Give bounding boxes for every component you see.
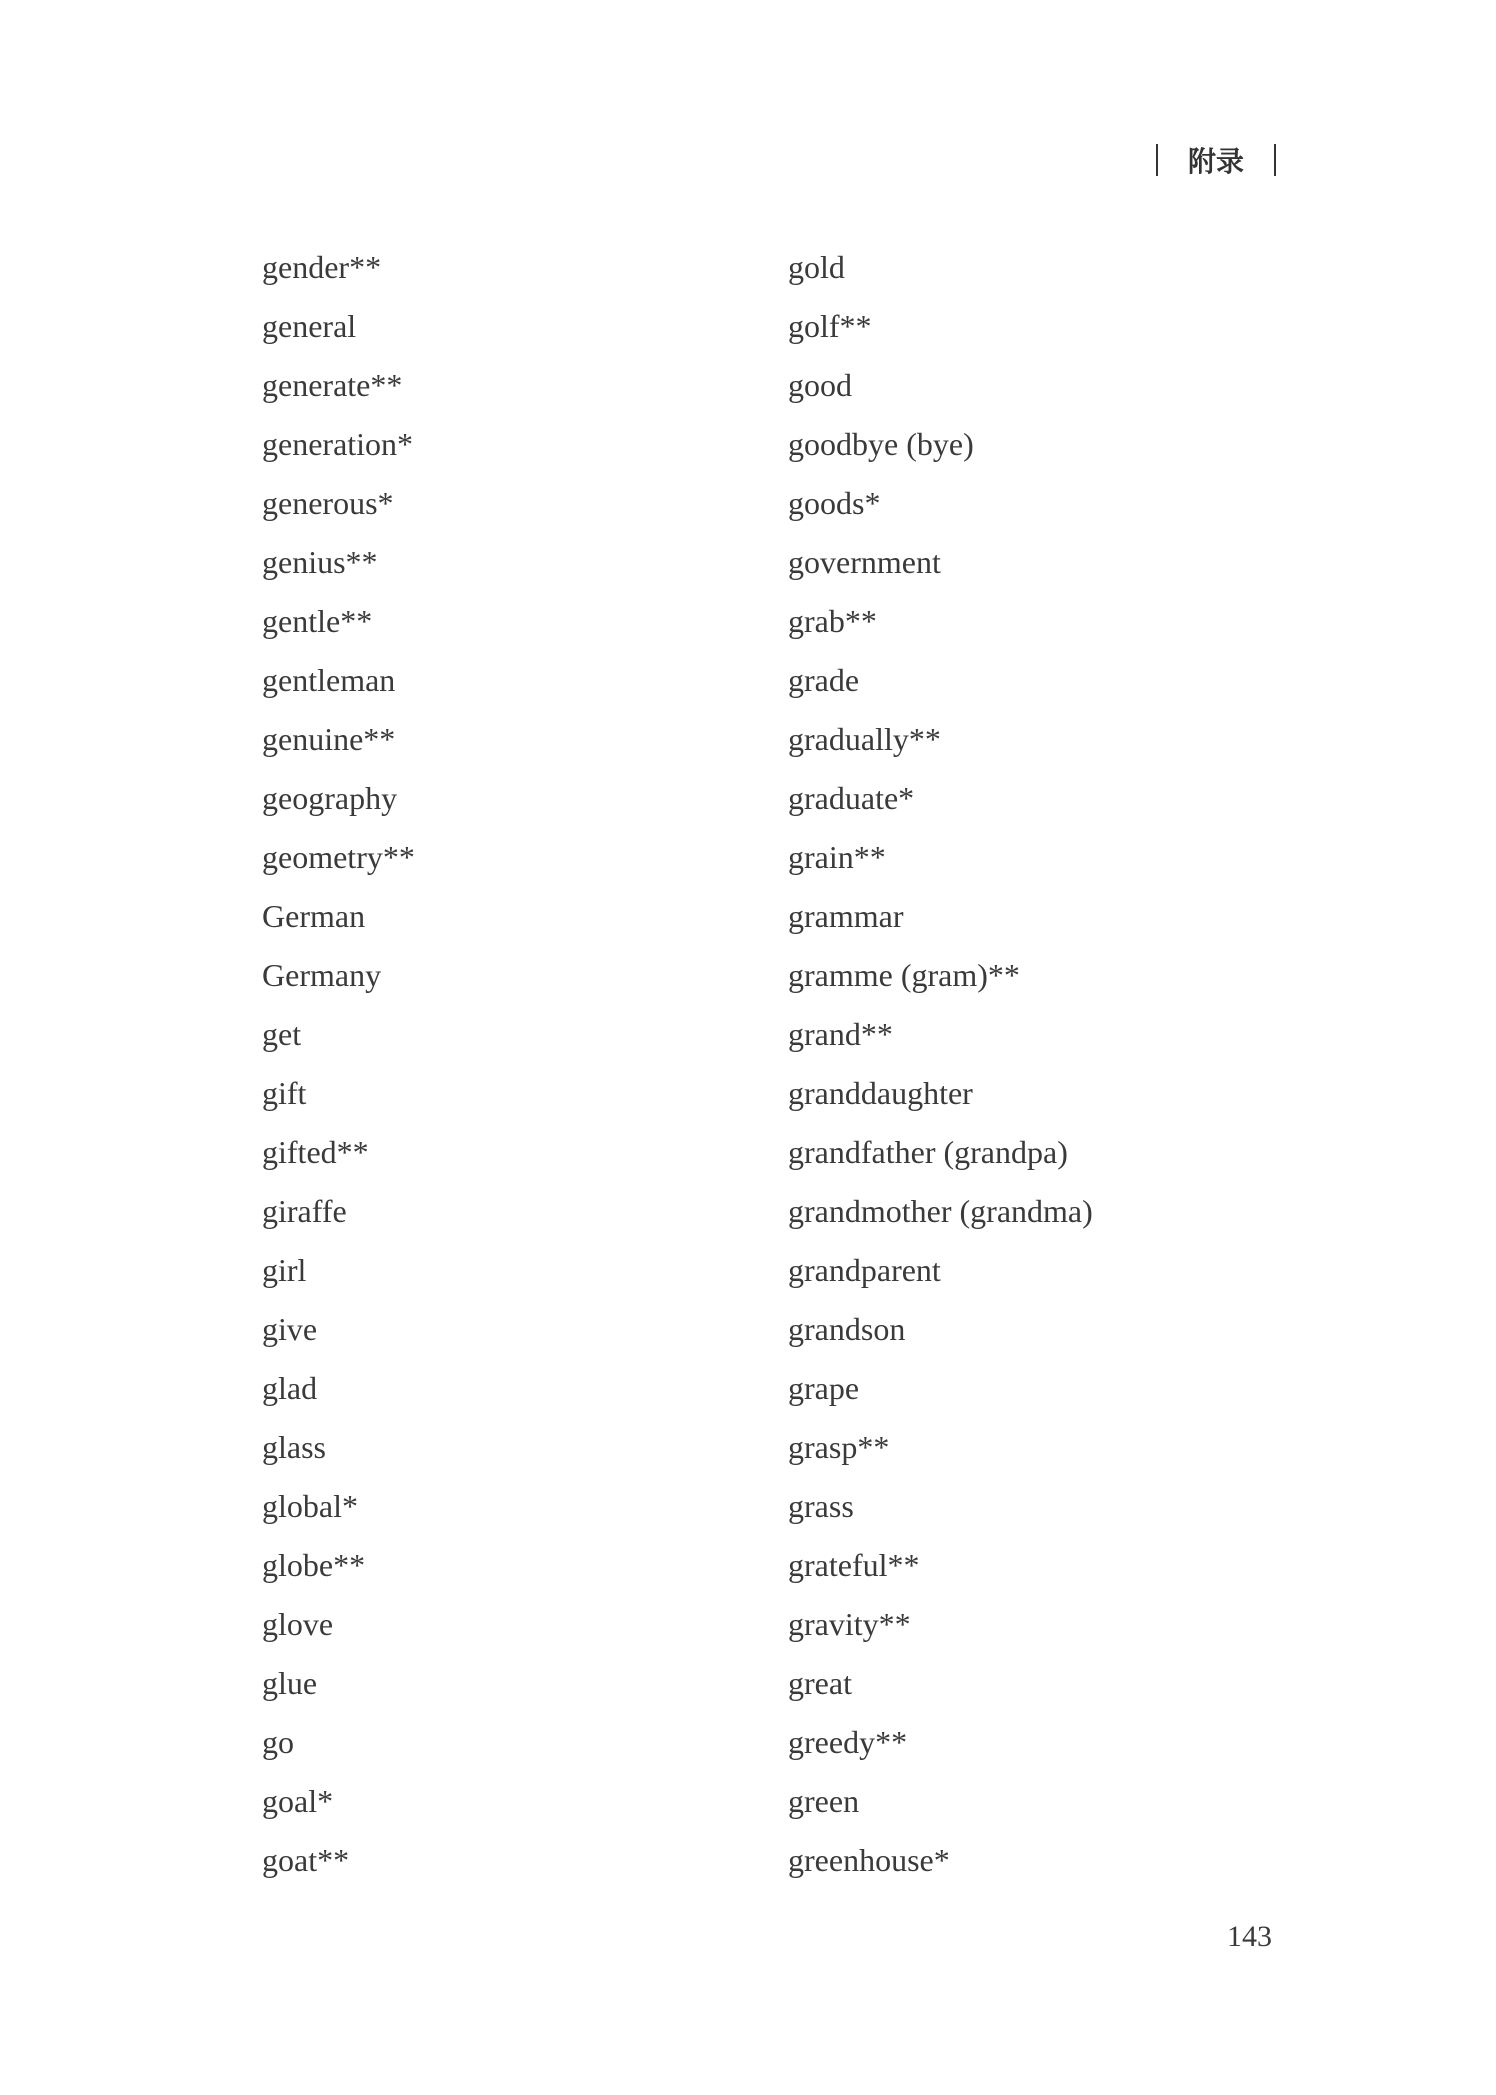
word-entry: good [788, 367, 852, 403]
word-entry: general [262, 308, 357, 344]
word-entry: get [262, 1016, 302, 1052]
word-entry: gift [262, 1075, 307, 1111]
word-entry: gold [788, 249, 845, 285]
word-entry: grandmother (grandma) [788, 1193, 1093, 1229]
word-list [262, 238, 1314, 1890]
section-title: 附录 [1187, 145, 1244, 178]
word-entry: generate** [262, 367, 403, 403]
word-column-right [788, 238, 1314, 1890]
word-entry: genius** [262, 544, 378, 580]
word-entry: goal* [262, 1783, 334, 1819]
word-entry: gramme (gram)** [788, 957, 1020, 993]
word-entry: genuine** [262, 721, 396, 757]
word-entry: gender** [262, 249, 382, 285]
word-entry: geography [262, 780, 398, 816]
word-entry: gentleman [262, 662, 396, 698]
word-entry: grandfather (grandpa) [788, 1134, 1068, 1170]
word-entry: grape [788, 1370, 860, 1406]
word-entry: grandson [788, 1311, 906, 1347]
word-entry: grass [788, 1488, 854, 1524]
word-entry: giraffe [262, 1193, 347, 1229]
word-entry: Germany [262, 957, 382, 993]
word-entry: glad [262, 1370, 318, 1406]
word-entry: German [262, 898, 366, 934]
word-entry: government [788, 544, 941, 580]
word-entry: grandparent [788, 1252, 941, 1288]
word-entry: graduate* [788, 780, 915, 816]
word-entry: goat** [262, 1842, 350, 1878]
word-entry: go [262, 1724, 294, 1760]
word-entry: golf** [788, 308, 872, 344]
word-entry: granddaughter [788, 1075, 973, 1111]
running-header [1156, 140, 1276, 180]
word-entry: glove [262, 1606, 334, 1642]
word-entry: glue [262, 1665, 318, 1701]
word-entry: greedy** [788, 1724, 908, 1760]
word-entry: gentle** [262, 603, 373, 639]
word-entry: generous* [262, 485, 394, 521]
page-number: 143 [1227, 1920, 1272, 1953]
header-left-rule [1156, 144, 1158, 176]
word-entry: goodbye (bye) [788, 426, 974, 462]
word-entry: goods* [788, 485, 881, 521]
word-entry: grain** [788, 839, 886, 875]
word-entry: grasp** [788, 1429, 890, 1465]
word-entry: grateful** [788, 1547, 920, 1583]
word-entry: grab** [788, 603, 877, 639]
word-entry: generation* [262, 426, 414, 462]
word-entry: greenhouse* [788, 1842, 950, 1878]
word-entry: glass [262, 1429, 326, 1465]
word-entry: gravity** [788, 1606, 911, 1642]
word-column-left [262, 238, 788, 1890]
word-entry: gradually** [788, 721, 941, 757]
word-entry: globe** [262, 1547, 366, 1583]
word-entry: global* [262, 1488, 358, 1524]
header-right-rule [1274, 144, 1276, 176]
word-entry: geometry** [262, 839, 415, 875]
word-entry: great [788, 1665, 852, 1701]
word-entry: grammar [788, 898, 904, 934]
word-entry: girl [262, 1252, 307, 1288]
word-entry: green [788, 1783, 860, 1819]
word-entry: give [262, 1311, 318, 1347]
word-entry: gifted** [262, 1134, 369, 1170]
word-entry: grade [788, 662, 860, 698]
word-entry: grand** [788, 1016, 893, 1052]
